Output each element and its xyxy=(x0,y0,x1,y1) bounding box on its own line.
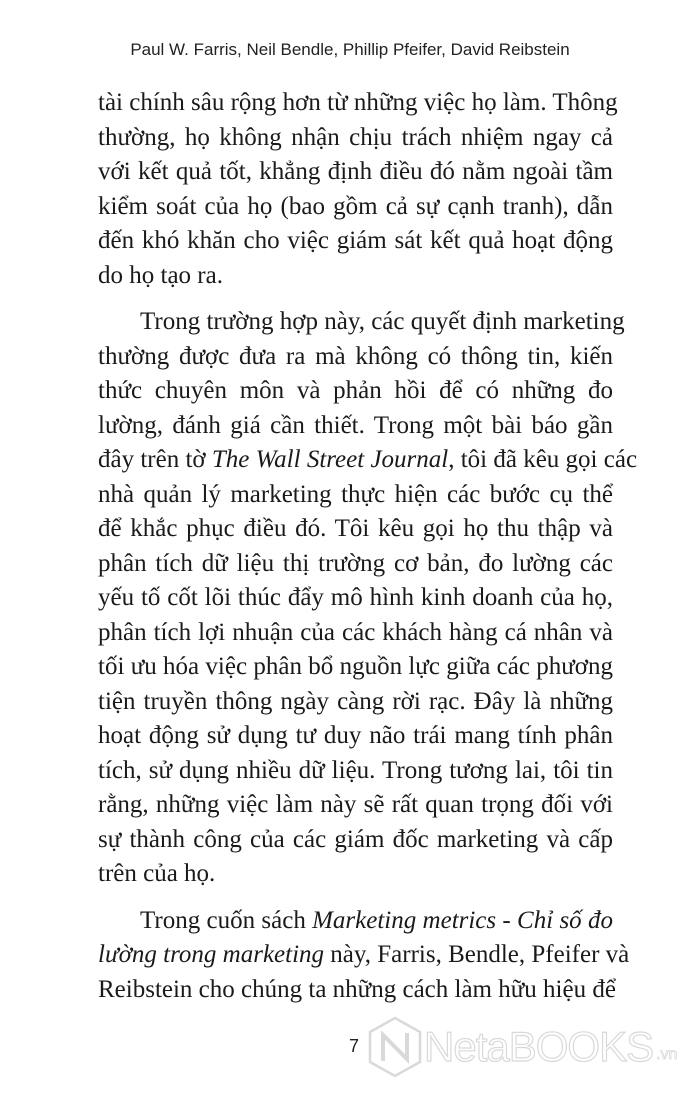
text-line xyxy=(98,581,613,616)
text-line xyxy=(98,340,613,375)
text-line xyxy=(98,224,613,259)
text-segment: , tôi đã kêu gọi các xyxy=(448,446,638,473)
text-segment: thường được đưa ra mà không có thông tin, kiến xyxy=(98,342,613,370)
text-segment: Trong cuốn sách xyxy=(140,906,313,934)
text-segment: lường, đánh giá cần thiết. Trong một bài báo gần xyxy=(98,411,613,439)
text-line xyxy=(98,155,613,190)
text-line xyxy=(98,374,613,409)
text-line xyxy=(98,86,618,121)
text-segment: đây trên tờ xyxy=(98,446,212,473)
text-line xyxy=(98,259,613,294)
netabooks-hexagon-icon xyxy=(366,1015,424,1079)
text-segment: Trong trường hợp này, các quyết định marketing xyxy=(140,308,625,335)
text-segment: yếu tố cốt lõi thúc đẩy mô hình kinh doanh của họ, xyxy=(98,584,613,611)
text-line xyxy=(98,305,625,340)
text-segment: thức chuyên môn và phản hồi để có những đo xyxy=(98,377,613,404)
text-line xyxy=(98,754,613,789)
text-segment: tiện truyền thông ngày càng rời rạc. Đây là những xyxy=(98,687,613,715)
paragraph-2 xyxy=(98,305,638,892)
text-segment: tối ưu hóa việc phân bổ nguồn lực giữa các phương xyxy=(98,653,613,680)
text-segment: kiểm soát của họ (bao gồm cả sự cạnh tranh), dẫn xyxy=(98,192,613,220)
text-line xyxy=(98,512,613,547)
paragraph-3 xyxy=(98,904,630,1008)
text-segment: rằng, những việc làm này sẽ rất quan trọng đối với xyxy=(98,791,613,818)
text-line xyxy=(98,190,613,225)
netabooks-watermark-logo xyxy=(366,1015,677,1079)
watermark-brand: NetaBOOKS xyxy=(424,1023,654,1070)
text-line xyxy=(98,788,613,823)
text-line xyxy=(98,973,616,1008)
text-line xyxy=(98,938,630,973)
italic-title-text: Marketing metrics - Chỉ số đo xyxy=(312,906,613,934)
text-line xyxy=(98,409,613,444)
text-segment: này, Farris, Bendle, Pfeifer và xyxy=(324,941,630,968)
italic-title-text: lường trong marketing xyxy=(98,941,325,968)
text-line xyxy=(98,650,613,685)
text-line xyxy=(98,121,613,156)
text-segment: trên của họ. xyxy=(98,860,216,887)
running-header-authors: Paul W. Farris, Neil Bendle, Phillip Pfeifer, David Reibstein xyxy=(130,40,570,59)
body-text-flow xyxy=(98,86,638,1019)
text-segment: sự thành công của các giám đốc marketing và cấp xyxy=(98,825,613,853)
text-segment: hoạt động sử dụng tư duy não trái mang tính phân xyxy=(98,722,613,749)
text-segment: Reibstein cho chúng ta những cách làm hữu hiệu để xyxy=(98,975,616,1003)
text-line xyxy=(98,478,613,513)
text-segment: phân tích lợi nhuận của các khách hàng cá nhân và xyxy=(98,618,613,646)
text-line xyxy=(98,857,613,892)
text-line xyxy=(98,823,613,858)
paragraph-1 xyxy=(98,86,618,293)
page-number: 7 xyxy=(349,1036,360,1056)
watermark-domain: .vn xyxy=(656,1046,678,1063)
italic-title-text: The Wall Street Journal xyxy=(211,446,449,473)
text-line xyxy=(98,719,613,754)
text-segment: nhà quản lý marketing thực hiện các bước cụ thể xyxy=(98,480,613,508)
text-line xyxy=(98,685,613,720)
text-segment: để khắc phục điều đó. Tôi kêu gọi họ thu thập và xyxy=(98,515,613,542)
text-segment: đến khó khăn cho việc giám sát kết quả hoạt động xyxy=(98,227,613,254)
text-segment: với kết quả tốt, khẳng định điều đó nằm ngoài tầm xyxy=(98,158,613,185)
text-line xyxy=(98,547,613,582)
text-segment: do họ tạo ra. xyxy=(98,261,223,289)
text-segment: phân tích dữ liệu thị trường cơ bản, đo lường các xyxy=(98,549,613,577)
text-segment: tích, sử dụng nhiều dữ liệu. Trong tương lai, tôi tin xyxy=(98,756,613,784)
text-segment: thường, họ không nhận chịu trách nhiệm ngay cả xyxy=(98,123,613,151)
text-line xyxy=(98,904,613,939)
text-segment: tài chính sâu rộng hơn từ những việc họ làm. Thông xyxy=(98,89,618,116)
text-line xyxy=(98,443,638,478)
text-line xyxy=(98,616,613,651)
